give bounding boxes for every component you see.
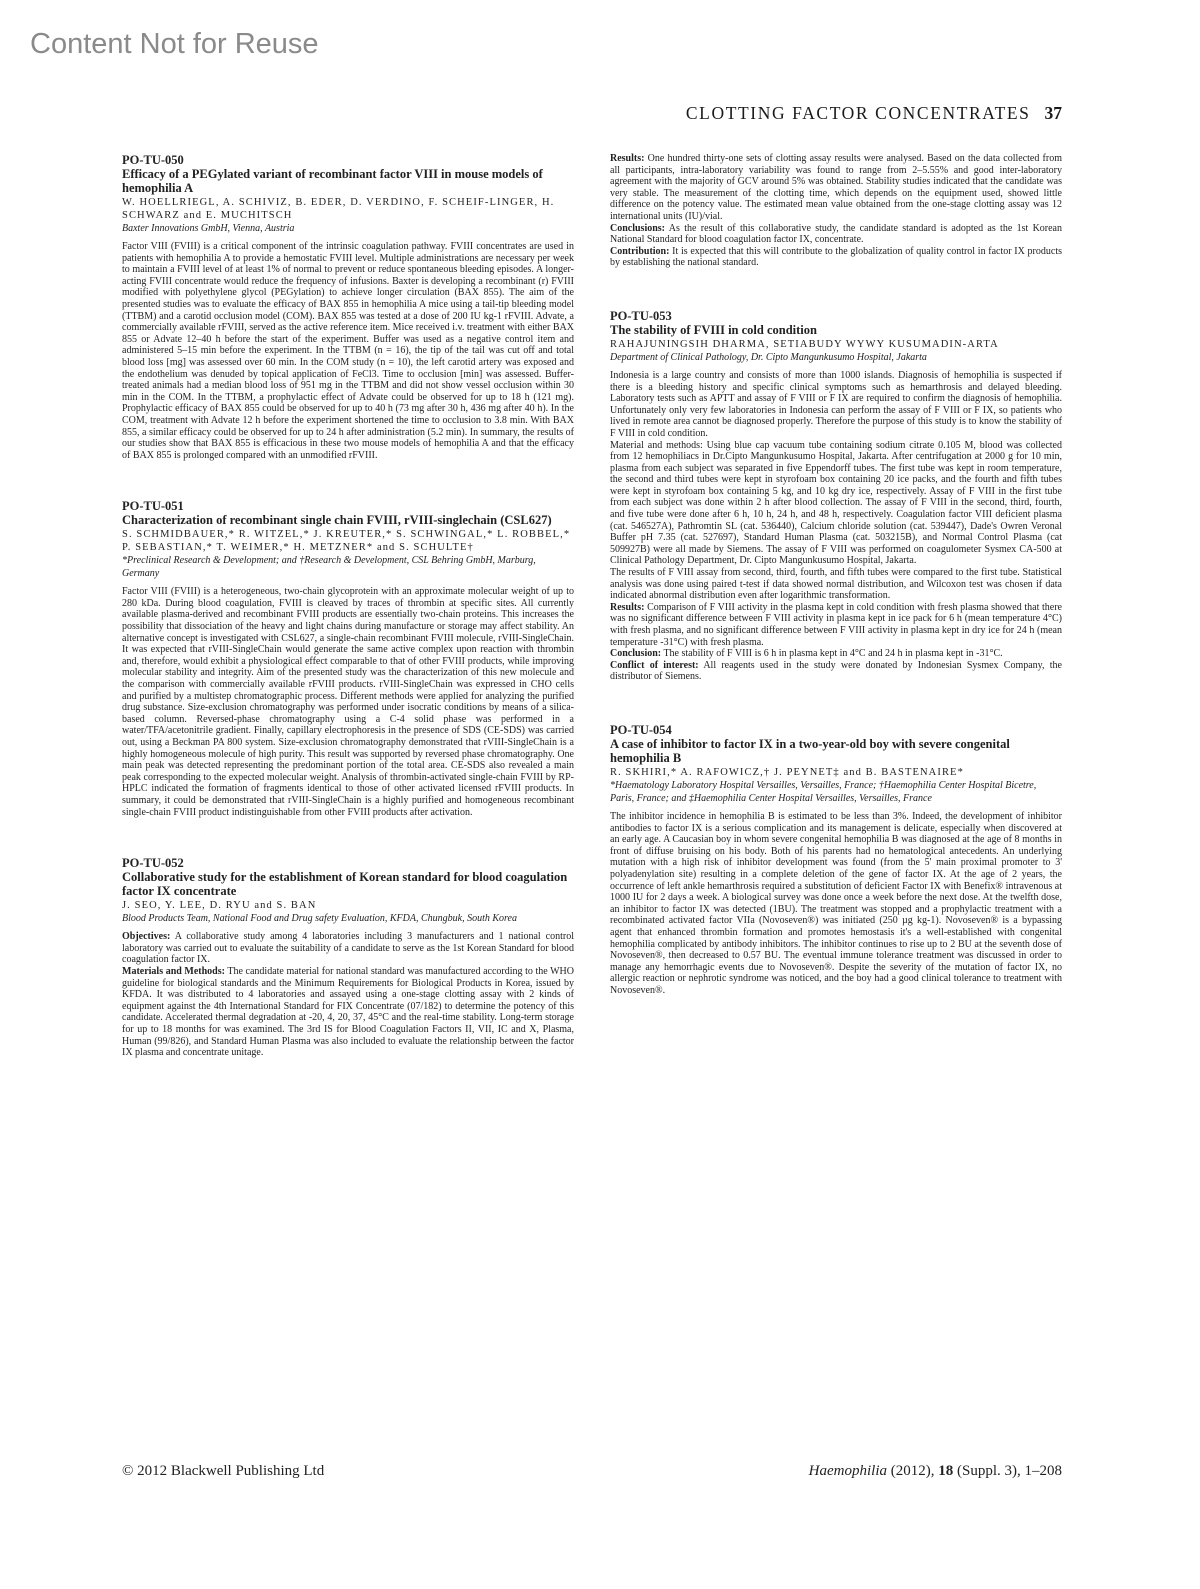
conflict-text: All reagents used in the study were donated by Indonesian Sysmex Company, the distributor of Siemens. (610, 659, 1062, 683)
objectives-label: Objectives: (122, 931, 171, 943)
abstract-authors: S. SCHMIDBAUER,* R. WITZEL,* J. KREUTER,* S. SCHWINGAL,* L. ROBBEL,* P. SEBASTIAN,* T. WEIMER,* H. METZNER* and S. SCHULTE† (122, 529, 571, 554)
conflict-paragraph (610, 660, 1062, 683)
results-label: Results: (610, 153, 645, 164)
abstract-code: PO-TU-052 (122, 856, 184, 871)
contribution-text: It is expected that this will contribute to the globalization of quality control in factor IX products by establishing the national standard. (610, 245, 1062, 269)
abstract-title: A case of inhibitor to factor IX in a two-year-old boy with severe congenital hemophilia B (610, 736, 1010, 765)
watermark: Content Not for Reuse (30, 28, 319, 60)
running-head (686, 103, 1062, 124)
abstract-po-tu-052-continued (610, 153, 1062, 269)
abstract-code: PO-TU-054 (610, 722, 672, 737)
volume-number: 18 (938, 1463, 954, 1479)
abstract-po-tu-050 (122, 153, 574, 461)
abstract-title: Characterization of recombinant single chain FVIII, rVIII-singlechain (CSL627) (122, 513, 552, 528)
abstract-authors: R. SKHIRI,* A. RAFOWICZ,† J. PEYNET‡ and B. BASTENAIRE* (610, 766, 964, 778)
methods-text: The candidate material for national standard was manufactured according to the WHO guideline for biological standards and the Minimum Requirements for Biological Products in Korea, issued by KFDA. It was distributed to 4 laboratories and assayed using a one-stage clotting assay with 2 kinds of equipment against the 4th International Standard for FIX Concentrate (07/182) to determine the potency of this candidate. Accelerated thermal degradation at -20, 4, 20, 37, 45°C and the real-time stability. Long-term storage for up to 18 months for was examined. The 3rd IS for Blood Coagulation Factors II, VII, IC and X, Plasma, Human (99/826), and Standard Human Plasma was also included to evaluate the relationship between the factor IX plasma and concentrate unitage. (122, 965, 574, 1059)
conclusion-paragraph (610, 648, 1062, 660)
abstract-body: Factor VIII (FVIII) is a critical component of the intrinsic coagulation pathway. FVIII concentrates are used in patients with hemophilia A to provide a hemostatic FVIII level. Multiple administrations are necessary per week to maintain a FVIII level of at least 1% of normal to prevent or reduce spontaneous bleeding episodes. A longer-acting FVIII concentrate would reduce the frequency of infusions. Baxter is developing a recombinant (r) FVIII modified with polyethylene glycol (PEGylation) to achieve longer circulation (BAX 855). The aim of the presented studies was to evaluate the efficacy of BAX 855 in hemophilia A mice using a tail-tip bleeding model (TTBM) and a carotid occlusion model (COM). BAX 855 was tested at a dose of 200 IU kg-1 rFVIII. Advate, a commercially available rFVIII, served as the active reference item. Mice received i.v. treatment with either BAX 855 or Advate 12–40 h before the start of the experiment. Buffer was used as a negative control item and administered 5–15 min before the experiment. In the TTBM (n = 16), the tip of the tail was cut off and total blood loss [mg] was assessed over 60 min. In the COM study (n = 10), the left carotid artery was exposed and the endothelium was denuded by topical application of FeCl3. Time to occlusion [min] was assessed. Buffer-treated animals had a median blood loss of 951 mg in the TTBM and did not show vessel occlusion within 30 min in the COM. In the TTBM, a prophylactic effect of Advate could be observed for up to 18 h (121 mg). Prophylactic efficacy of BAX 855 could be observed for up to 40 h (73 mg after 30 h, 436 mg after 40 h). In the COM, treatment with Advate 12 h before the experiment shortened the time to occlusion to 3.8 min. With BAX 855, a similar efficacy could be observed for up to 24 h after administration (5.2 min). In summary, the results of our studies show that BAX 855 is efficacious in these two mouse models of hemophilia A and that the efficacy of BAX 855 is prolonged compared with an unmodified rFVIII. (122, 241, 574, 461)
methods-label: Materials and Methods: (122, 965, 225, 977)
results-paragraph (610, 153, 1062, 223)
abstract-body: Factor VIII (FVIII) is a heterogeneous, two-chain glycoprotein with an approximate molecular weight of up to 280 kDa. During blood coagulation, FVIII is cleaved by traces of thrombin at specific sites. All currently available plasma-derived and recombinant FVIII products are essentially two-chain proteins. This increases the possibility that dissociation of the heavy and light chains during manufacture or storage may affect stability. An alternative concept is investigated with CSL627, a single-chain recombinant FVIII molecule, rVIII-SingleChain. It was expected that rVIII-SingleChain would generate the same active complex upon reaction with thrombin and, therefore, would exhibit a physiological effect comparable to that of other FVIII products, while improving molecular stability and integrity. Aim of the presented study was the characterization of this new molecule and the comparison with commercially available rFVIII products. rVIII-SingleChain was expressed in CHO cells and purified by a multistep chromatographic process. Different methods were applied for analyzing the purified drug substance. Size-exclusion chromatography was performed under isocratic conditions by means of a silica-based column. Reversed-phase chromatography using a C-4 solid phase was performed in a water/TFA/acetonitrile gradient. Finally, capillary electrophoresis in the presence of SDS (CE-SDS) was carried out, using a Beckman PA 800 system. Size-exclusion chromatography demonstrated that rVIII-SingleChain is a highly homogeneous molecule of high purity. This result was supported by reversed phase chromatography. One main peak was detected representing the predominant portion of the total area. CE-SDS also revealed a main peak corresponding to the expected molecular weight. Analysis of thrombin-activated single-chain FVIII by RP-HPLC indicated the formation of fragments identical to those of other activated licensed rFVIII products. In summary, it could be demonstrated that rVIII-SingleChain is a highly purified and homogeneous recombinant single-chain FVIII product indistinguishable from other FVIII products after activation. (122, 586, 574, 818)
methods-paragraph (122, 966, 574, 1059)
abstract-authors: RAHAJUNINGSIH DHARMA, SETIABUDY WYWY KUSUMADIN-ARTA (610, 338, 999, 350)
left-column (122, 153, 574, 1059)
contribution-label: Contribution: (610, 245, 670, 257)
abstract-authors: W. HOELLRIEGL, A. SCHIVIZ, B. EDER, D. VERDINO, F. SCHEIF-LINGER, H. SCHWARZ and E. MUCHITSCH (122, 197, 555, 221)
conclusion-label: Conclusion: (610, 648, 662, 660)
methods-paragraph: Material and methods: Using blue cap vacuum tube containing sodium citrate 0.105 M, blood was collected from 12 hemophiliacs in Dr.Cipto Mangunkusumo Hospital, Jakarta. After centrifugation at 2000 g for 10 min, plasma from each subject was separated in five Eppendorff tubes. The first tube was kept in room temperature, the second and third tubes were kept in styrofoam box containing 20 ice packs, and the fourth and fifth tubes were kept in styrofoam box containing 5 kg, and 10 kg dry ice, respectively. Assay of F VIII in the first tube from each subject was done within 2 h after blood collection. The assay of F VIII in the second, third, fourth, and five tube were done after 6 h, 10 h, 24 h, and 48 h, respectively. Coagulation factor VIII deficient plasma (cat. 546527A), Pathromtin SL (cat. 536440), Calcium chloride solution (cat. 539447), Dade's Owren Veronal Buffer pH 7.35 (cat. 527697), Standard Human Plasma (cat. 503215B), and Normal Control Plasma (cat 509927B) were all made by Siemens. The assay of F VIII was performed on coagulometer Sysmex CA-500 at Clinical Pathology Department, Dr. Cipto Mangunkusumo Hospital, Jakarta. (610, 439, 1062, 567)
results-text: Comparison of F VIII activity in the plasma kept in cold condition with fresh plasma showed that there was no significant difference between F VIII activity in plasma kept in ice pack for 6 h (mean temperature 4°C) with fresh plasma, and no significant difference between F VIII activity in plasma kept in dry ice for 24 h (mean temperature -31°C) with fresh plasma. (610, 601, 1062, 648)
section-title: CLOTTING FACTOR CONCENTRATES (685, 103, 1031, 123)
results-paragraph (610, 602, 1062, 648)
results-text: One hundred thirty-one sets of clotting assay results were analysed. Based on the data collected from all participants, intra-laboratory variability was found to range from 2–5.55% and good inter-laboratory agreement with the majority of GCV around 5% was obtained. Stability studies indicated that the candidate was very stable. The measurement of the clotting time, which depends on the equipment used, showed little difference on the potency value. The estimated mean value obtained from the one-stage clotting assay was 12 international units (IU)/vial. (610, 153, 1062, 222)
right-column (610, 153, 1062, 996)
results-label: Results: (610, 601, 645, 613)
citation-year: (2012), (887, 1463, 939, 1479)
objectives-text: A collaborative study among 4 laboratories including 3 manufacturers and 1 national control laboratory was carried out to evaluate the suitability of a candidate to serve as the 1st Korean Standard for blood coagulation factor IX. (122, 931, 574, 966)
contribution-paragraph (610, 246, 1062, 269)
abstract-title: Efficacy of a PEGylated variant of recombinant factor VIII in mouse models of hemophilia A (122, 167, 543, 195)
abstract-affiliation: Blood Products Team, National Food and Drug safety Evaluation, KFDA, Chungbuk, South Korea (122, 913, 517, 925)
abstract-affiliation: Department of Clinical Pathology, Dr. Cipto Mangunkusumo Hospital, Jakarta (610, 351, 927, 363)
conflict-label: Conflict of interest: (610, 659, 699, 671)
footer-citation (809, 1463, 1062, 1480)
abstract-title: The stability of FVIII in cold condition (610, 322, 817, 337)
abstract-affiliation: *Preclinical Research & Development; and †Research & Development, CSL Behring GmbH, Marburg, Germany (122, 555, 536, 580)
abstract-affiliation: *Haematology Laboratory Hospital Versailles, Versailles, France; †Haemophilia Center Hospital Bicetre, Paris, France; and ‡Haemophilia Center Hospital Versailles, Versailles, France (610, 779, 1037, 804)
abstract-po-tu-052 (122, 856, 574, 1059)
abstract-po-tu-053 (610, 309, 1062, 683)
abstract-affiliation: Baxter Innovations GmbH, Vienna, Austria (122, 223, 295, 234)
intro-paragraph: Indonesia is a large country and consists of more than 1000 islands. Diagnosis of hemophilia is suspected if there is a bleeding history and specific clinical symptoms such as hemarthrosis and delayed bleeding. Laboratory tests such as APTT and assay of F VIII or F IX are required to confirm the diagnosis of hemophilia. Unfortunately only very few laboratories in Indonesia can perform the assay of F VIII or F IX, so patients who lived in remote area cannot be diagnosed properly. Therefore the purpose of this study is to know the stability of F VIII in cold condition. (610, 369, 1062, 439)
abstract-authors: J. SEO, Y. LEE, D. RYU and S. BAN (122, 900, 317, 912)
citation-pages: (Suppl. 3), 1–208 (953, 1463, 1062, 1479)
abstract-body: The inhibitor incidence in hemophilia B is estimated to be less than 3%. Indeed, the development of inhibitor antibodies to factor IX is a serious complication and its management is delicate, especially when discovered at an early age. A Caucasian boy in whom severe congenital hemophilia B was diagnosed at the age of 8 months in front of diffuse bruising on his body. Both of his parents had no hematological antecedents. An underlying mutation with a high risk of inhibitor development was found (from the 5' main proximal promoter to 3' polyadenylation site) resulting in a complete deletion of the gene of factor IX. At the age of 2 years, the occurrence of left ankle hemarthrosis required a substitution of deficient Factor IX with Benefix® intravenous at 1000 IU for 2 days a week. A biological survey was done once a week before the next dose. At the twelfth dose, an inhibitor to factor IX was detected (1BU). The treatment was stopped and a prophylactic treatment with a recombinated activated factor VIIa (Novoseven®) was initiated (250 µg kg-1). Novoseven® is a bypassing agent that enhanced thrombin formation and promotes hemostasis it's a well-established with congenital hemophilia complicated by antibody inhibitors. The inhibitor continues to rise up to 2 BU at the seventh dose of Novoseven®, then decreased to 0.57 BU. The eventual immune tolerance treatment was discussed in order to manage any hemorrhagic events due to Novoseven®. Despite the severity of the mutation of factor IX, no allergic reaction or nephrotic syndrome was noticed, and the boy had a good clinical tolerance to treatment with Novoseven®. (610, 810, 1062, 996)
abstract-code: PO-TU-051 (122, 499, 184, 514)
statistics-paragraph: The results of F VIII assay from second, third, fourth, and fifth tubes were compared to the first tube. Statistical analysis was done using paired t-test if data showed normal distribution, and Wilcoxon test was chosen if data indicated abnormal distribution even after logarithmic transformation. (610, 567, 1062, 602)
abstract-po-tu-054 (610, 723, 1062, 997)
footer-copyright: © 2012 Blackwell Publishing Ltd (122, 1463, 325, 1479)
conclusions-paragraph (610, 223, 1062, 246)
conclusions-label: Conclusions: (610, 222, 666, 234)
abstract-po-tu-051 (122, 499, 574, 818)
abstract-code: PO-TU-050 (122, 153, 184, 167)
journal-name: Haemophilia (808, 1463, 887, 1479)
objectives-paragraph (122, 931, 574, 966)
page-number: 37 (1044, 103, 1062, 123)
abstract-code: PO-TU-053 (610, 308, 672, 323)
conclusions-text: As the result of this collaborative study, the candidate standard is adopted as the 1st Korean National Standard for blood coagulation factor IX, concentrate. (610, 222, 1062, 246)
abstract-title: Collaborative study for the establishment of Korean standard for blood coagulation factor IX concentrate (122, 870, 568, 899)
conclusion-text: The stability of F VIII is 6 h in plasma kept in 4°C and 24 h in plasma kept in -31°C. (661, 648, 1003, 660)
